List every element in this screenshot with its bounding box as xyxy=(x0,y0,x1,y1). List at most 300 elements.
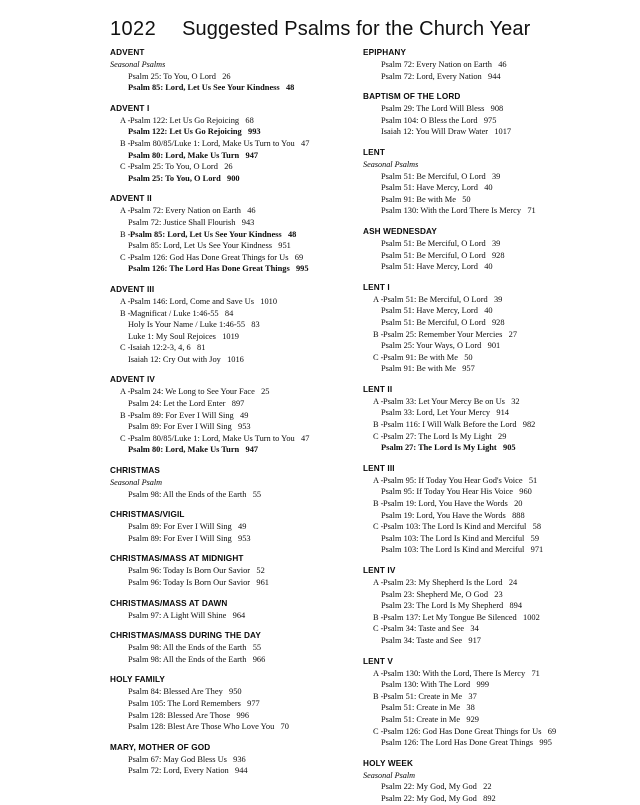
section-title: ADVENT IV xyxy=(110,375,156,385)
entry-title: Psalm 85: Lord, Let Us See Your Kindness xyxy=(128,83,280,93)
psalm-entry xyxy=(363,679,623,691)
psalm-entry xyxy=(363,486,623,498)
entry-page-number: 957 xyxy=(462,364,475,374)
entry-cycle-letter: C - xyxy=(373,431,384,441)
psalm-entry xyxy=(363,261,623,273)
section-title: LENT I xyxy=(363,282,390,292)
psalm-entry xyxy=(110,263,355,275)
psalm-section xyxy=(363,758,623,805)
entry-body xyxy=(381,115,623,127)
entry-title: Psalm 96: Today Is Born Our Savior xyxy=(128,566,251,576)
entry-title: Psalm 89: For Ever I Will Sing xyxy=(128,422,232,432)
entry-page-number: 26 xyxy=(224,162,233,172)
psalm-entry xyxy=(363,396,623,408)
entry-title: Psalm 72: Lord, Every Nation xyxy=(381,71,482,81)
psalm-entry xyxy=(363,533,623,545)
psalm-entry xyxy=(110,296,355,308)
psalm-section xyxy=(110,630,355,665)
psalm-entry xyxy=(363,407,623,419)
entry-title: Psalm 85: Lord, Let Us See Your Kindness xyxy=(130,229,282,239)
entry-title: Psalm 105: The Lord Remembers xyxy=(128,698,241,708)
entry-title: Psalm 97: A Light Will Shine xyxy=(128,610,227,620)
section-title: ADVENT xyxy=(110,48,145,57)
entry-page-number: 84 xyxy=(224,308,234,318)
entry-page-number: 40 xyxy=(484,306,493,316)
entry-page-number: 68 xyxy=(245,115,254,125)
psalm-entry xyxy=(363,305,623,317)
entry-page-number: 27 xyxy=(508,329,517,339)
psalm-entry xyxy=(110,642,355,654)
psalm-entry xyxy=(110,654,355,666)
psalm-entry xyxy=(110,173,355,185)
entry-page-number: 58 xyxy=(532,522,542,532)
entry-page-number: 928 xyxy=(491,317,505,327)
entry-body xyxy=(383,329,623,341)
psalm-entry xyxy=(110,698,355,710)
psalm-section xyxy=(363,91,623,138)
section-title: ADVENT II xyxy=(110,194,152,204)
psalm-entry xyxy=(110,138,355,150)
section-title: LENT V xyxy=(363,656,394,666)
entry-page-number: 975 xyxy=(483,115,497,125)
entry-body xyxy=(130,386,355,398)
entry-page-number: 39 xyxy=(491,171,501,181)
psalm-entry xyxy=(110,421,355,433)
entry-title: Isaiah 12:2-3, 4, 6 xyxy=(130,343,191,353)
entry-body xyxy=(130,433,355,445)
entry-title: Psalm 72: Every Nation on Earth xyxy=(130,206,241,216)
psalm-entry xyxy=(110,444,355,456)
psalm-entry xyxy=(363,781,623,793)
entry-page-number: 49 xyxy=(240,410,249,420)
entry-title: Psalm 72: Every Nation on Earth xyxy=(381,60,492,69)
entry-page-number: 953 xyxy=(238,422,251,432)
psalm-entry xyxy=(110,686,355,698)
entry-title: Psalm 51: Be Merciful, O Lord xyxy=(381,238,486,248)
entry-title: Luke 1: My Soul Rejoices xyxy=(128,331,216,341)
entry-page-number: 48 xyxy=(285,83,295,93)
psalm-entry xyxy=(110,115,355,127)
entry-body xyxy=(130,205,355,217)
entry-page-number: 34 xyxy=(470,624,479,634)
psalm-section xyxy=(363,282,623,375)
entry-page-number: 1016 xyxy=(227,354,244,364)
entry-body xyxy=(381,544,623,556)
section-title: ASH WEDNESDAY xyxy=(363,226,437,236)
psalm-entry xyxy=(363,205,623,217)
entry-page-number: 37 xyxy=(468,691,477,701)
entry-page-number: 71 xyxy=(527,206,536,216)
entry-page-number: 993 xyxy=(248,127,261,137)
entry-body xyxy=(381,737,623,749)
entry-body xyxy=(128,489,355,501)
entry-body xyxy=(381,533,623,545)
entry-title: Psalm 130: With The Lord xyxy=(381,680,471,690)
psalm-entry xyxy=(110,354,355,366)
entry-title: Psalm 89: For Ever I Will Sing xyxy=(128,522,232,532)
section-title: CHRISTMAS/VIGIL xyxy=(110,510,185,520)
entry-page-number: 888 xyxy=(512,510,525,520)
entry-body xyxy=(128,240,355,252)
entry-title: Psalm 80/85/Luke 1: Lord, Make Us Turn to You xyxy=(130,138,295,148)
entry-title: Psalm 103: The Lord Is Kind and Merciful xyxy=(383,522,527,532)
entry-page-number: 982 xyxy=(522,420,536,430)
section-title: LENT IV xyxy=(363,566,396,575)
entry-body xyxy=(130,308,355,320)
entry-page-number: 39 xyxy=(493,294,503,304)
entry-title: Isaiah 12: You Will Draw Water xyxy=(381,127,489,137)
entry-body xyxy=(128,721,355,733)
entry-body xyxy=(381,59,623,71)
entry-body xyxy=(128,421,355,433)
entry-body xyxy=(381,781,623,793)
entry-title: Psalm 98: All the Ends of the Earth xyxy=(128,643,247,653)
entry-title: Psalm 80/85/Luke 1: Lord, Make Us Turn to You xyxy=(130,433,295,443)
section-title: MARY, MOTHER OF GOD xyxy=(110,742,211,752)
entry-page-number: 953 xyxy=(238,533,251,543)
psalm-entry xyxy=(110,252,355,264)
entry-page-number: 59 xyxy=(530,533,540,543)
psalm-entry xyxy=(363,250,623,262)
entry-title: Psalm 51: Be Merciful, O Lord xyxy=(383,294,488,304)
entry-page-number: 936 xyxy=(233,754,246,764)
entry-page-number: 46 xyxy=(247,206,256,216)
entry-cycle-letter: B - xyxy=(373,499,384,509)
entry-body xyxy=(130,115,355,127)
entry-body xyxy=(128,150,355,162)
section-title: CHRISTMAS/MASS AT MIDNIGHT xyxy=(110,554,244,564)
entry-body xyxy=(381,205,623,217)
psalm-entry xyxy=(110,150,355,162)
entry-body xyxy=(381,261,623,273)
section-title: CHRISTMAS xyxy=(110,466,161,476)
right-column xyxy=(363,47,623,805)
section-title: CHRISTMAS/MASS DURING THE DAY xyxy=(110,631,261,641)
psalm-entry xyxy=(363,714,623,726)
psalm-entry xyxy=(363,115,623,127)
entry-page-number: 1019 xyxy=(222,331,239,341)
psalm-entry xyxy=(363,431,623,443)
psalm-entry xyxy=(363,577,623,589)
entry-cycle-letter: C - xyxy=(373,522,384,532)
psalm-entry xyxy=(363,103,623,115)
entry-page-number: 901 xyxy=(487,341,501,351)
entry-page-number: 69 xyxy=(294,252,304,262)
entry-body xyxy=(381,171,623,183)
entry-title: Psalm 51: Create in Me xyxy=(381,703,461,713)
entry-body xyxy=(383,352,623,364)
entry-title: Psalm 27: The Lord Is My Light xyxy=(383,431,492,441)
psalm-section xyxy=(363,463,623,556)
entry-title: Psalm 22: My God, My God xyxy=(381,782,477,792)
entry-page-number: 49 xyxy=(238,522,247,532)
entry-title: Psalm 23: Shepherd Me, O God xyxy=(381,589,489,599)
psalm-entry xyxy=(363,294,623,306)
entry-page-number: 83 xyxy=(251,320,260,330)
entry-body xyxy=(381,679,623,691)
entry-body xyxy=(383,612,623,624)
entry-body xyxy=(128,565,355,577)
entry-body xyxy=(130,138,355,150)
entry-cycle-letter: C - xyxy=(373,726,384,736)
entry-title: Psalm 72: Justice Shall Flourish xyxy=(128,217,236,227)
entry-cycle-letter: C - xyxy=(373,624,384,634)
psalm-entry xyxy=(110,533,355,545)
entry-cycle-letter: B - xyxy=(373,612,384,622)
entry-page-number: 947 xyxy=(245,150,259,160)
entry-body xyxy=(381,340,623,352)
entry-page-number: 40 xyxy=(484,183,493,193)
entry-page-number: 929 xyxy=(466,714,479,724)
entry-cycle-letter: A - xyxy=(120,387,131,397)
entry-page-number: 928 xyxy=(491,250,505,260)
entry-body xyxy=(128,354,355,366)
entry-title: Psalm 51: Create in Me xyxy=(381,714,461,724)
entry-page-number: 40 xyxy=(484,262,493,272)
entry-title: Psalm 25: To You, O Lord xyxy=(128,173,221,183)
entry-title: Psalm 126: God Has Done Great Things for Us xyxy=(383,726,542,736)
entry-page-number: 951 xyxy=(278,241,291,251)
entry-title: Psalm 85: Lord, Let Us See Your Kindness xyxy=(128,241,273,251)
psalm-entry xyxy=(363,363,623,375)
psalm-entry xyxy=(110,710,355,722)
entry-title: Psalm 51: Have Mercy, Lord xyxy=(381,183,478,193)
psalm-section xyxy=(110,374,355,456)
entry-body xyxy=(381,600,623,612)
entry-cycle-letter: B - xyxy=(373,420,384,430)
entry-body xyxy=(128,698,355,710)
psalm-entry xyxy=(110,521,355,533)
entry-page-number: 999 xyxy=(476,680,489,690)
psalm-entry xyxy=(110,433,355,445)
entry-body xyxy=(383,726,623,738)
psalm-entry xyxy=(110,331,355,343)
entry-body xyxy=(130,342,355,354)
entry-title: Psalm 72: Lord, Every Nation xyxy=(128,766,229,776)
section-title: LENT III xyxy=(363,463,395,473)
entry-page-number: 996 xyxy=(236,710,250,720)
entry-page-number: 917 xyxy=(468,635,481,645)
entry-body xyxy=(381,589,623,601)
entry-title: Psalm 130: With the Lord, There Is Mercy xyxy=(383,668,526,678)
entry-title: Psalm 89: For Ever I Will Sing xyxy=(130,410,234,420)
columns-container xyxy=(0,47,640,805)
entry-page-number: 24 xyxy=(508,578,518,587)
entry-page-number: 947 xyxy=(245,445,259,455)
psalm-entry xyxy=(110,82,355,94)
entry-page-number: 950 xyxy=(229,687,242,697)
entry-body xyxy=(128,754,355,766)
page-title: Suggested Psalms for the Church Year xyxy=(182,18,531,40)
entry-title: Psalm 91: Be with Me xyxy=(383,352,458,362)
entry-body xyxy=(130,410,355,422)
entry-body xyxy=(381,442,623,454)
entry-title: Psalm 130: With the Lord There Is Mercy xyxy=(381,206,522,216)
entry-body xyxy=(381,635,623,647)
entry-body xyxy=(130,229,355,241)
entry-title: Psalm 29: The Lord Will Bless xyxy=(381,104,485,114)
psalm-entry xyxy=(110,229,355,241)
entry-body xyxy=(128,263,355,275)
entry-cycle-letter: A - xyxy=(120,296,131,306)
entry-cycle-letter: A - xyxy=(373,396,384,406)
entry-body xyxy=(383,396,623,408)
entry-body xyxy=(381,510,623,522)
entry-title: Magnificat / Luke 1:46-55 xyxy=(130,308,219,318)
psalm-entry xyxy=(363,59,623,71)
psalm-section xyxy=(110,598,355,622)
psalm-entry xyxy=(363,510,623,522)
entry-page-number: 894 xyxy=(509,601,523,611)
entry-cycle-letter: C - xyxy=(120,162,131,172)
psalm-entry xyxy=(110,398,355,410)
entry-cycle-letter: B - xyxy=(120,229,131,239)
entry-body xyxy=(128,319,355,331)
psalm-entry xyxy=(363,623,623,635)
entry-title: Psalm 126: The Lord Has Done Great Things xyxy=(381,738,534,748)
entry-title: Psalm 19: Lord, You Have the Words xyxy=(383,499,508,509)
psalm-section xyxy=(110,674,355,732)
psalm-entry xyxy=(110,205,355,217)
psalm-entry xyxy=(363,419,623,431)
entry-title: Psalm 95: If Today You Hear His Voice xyxy=(381,487,514,497)
psalm-section xyxy=(363,226,623,273)
entry-page-number: 46 xyxy=(498,60,507,69)
entry-title: Psalm 22: My God, My God xyxy=(381,793,477,803)
entry-title: Psalm 25: To You, O Lord xyxy=(128,71,216,81)
psalm-entry xyxy=(363,691,623,703)
entry-body xyxy=(128,521,355,533)
entry-page-number: 960 xyxy=(519,487,532,497)
entry-title: Psalm 67: May God Bless Us xyxy=(128,754,227,764)
entry-page-number: 944 xyxy=(488,71,501,81)
entry-page-number: 26 xyxy=(222,71,231,81)
psalm-entry xyxy=(110,489,355,501)
psalm-entry xyxy=(363,612,623,624)
entry-page-number: 81 xyxy=(197,343,206,353)
psalm-section xyxy=(110,465,355,500)
entry-page-number: 22 xyxy=(483,782,492,792)
entry-page-number: 892 xyxy=(483,793,496,803)
psalm-entry xyxy=(110,765,355,777)
psalm-entry xyxy=(363,329,623,341)
section-title: LENT xyxy=(363,147,385,157)
entry-body xyxy=(381,702,623,714)
entry-page-number: 897 xyxy=(231,399,245,409)
entry-body xyxy=(128,126,355,138)
entry-body xyxy=(381,71,623,83)
psalm-entry xyxy=(363,544,623,556)
psalm-entry xyxy=(363,238,623,250)
entry-cycle-letter: C - xyxy=(373,352,384,362)
entry-body xyxy=(381,317,623,329)
entry-body xyxy=(128,444,355,456)
entry-cycle-letter: A - xyxy=(373,294,384,304)
entry-body xyxy=(128,82,355,94)
entry-title: Psalm 128: Blessed Are Those xyxy=(128,710,231,720)
entry-body xyxy=(381,363,623,375)
entry-cycle-letter: A - xyxy=(373,578,384,587)
entry-body xyxy=(383,498,623,510)
section-title: ADVENT I xyxy=(110,103,150,113)
entry-body xyxy=(381,238,623,250)
entry-body xyxy=(383,668,623,680)
psalm-section xyxy=(363,656,623,749)
psalm-entry xyxy=(363,793,623,805)
entry-cycle-letter: C - xyxy=(120,433,131,443)
entry-title: Psalm 96: Today Is Born Our Savior xyxy=(128,578,251,587)
entry-page-number: 966 xyxy=(252,654,266,664)
section-subtitle: Seasonal Psalm xyxy=(110,478,163,488)
psalm-entry xyxy=(363,352,623,364)
psalm-section xyxy=(110,103,355,185)
entry-page-number: 29 xyxy=(498,431,507,441)
psalm-entry xyxy=(110,319,355,331)
entry-body xyxy=(128,217,355,229)
entry-body xyxy=(383,521,623,533)
entry-body xyxy=(128,710,355,722)
entry-title: Psalm 103: The Lord Is Kind and Merciful xyxy=(381,533,525,543)
entry-page-number: 38 xyxy=(466,703,475,713)
section-title: EPIPHANY xyxy=(363,48,407,57)
entry-page-number: 47 xyxy=(301,138,310,148)
psalm-entry xyxy=(363,442,623,454)
entry-title: Psalm 89: For Ever I Will Sing xyxy=(128,533,232,543)
entry-page-number: 995 xyxy=(295,264,309,274)
entry-page-number: 905 xyxy=(503,443,516,453)
entry-body xyxy=(128,71,355,83)
psalm-entry xyxy=(110,161,355,173)
entry-body xyxy=(381,714,623,726)
section-subtitle: Seasonal Psalms xyxy=(363,159,419,169)
entry-page-number: 1002 xyxy=(523,612,540,622)
entry-body xyxy=(381,305,623,317)
entry-title: Psalm 122: Let Us Go Rejoicing xyxy=(130,115,240,125)
psalm-entry xyxy=(363,71,623,83)
entry-page-number: 914 xyxy=(496,408,509,418)
entry-body xyxy=(381,126,623,138)
entry-title: Psalm 146: Lord, Come and Save Us xyxy=(130,296,254,306)
psalm-entry xyxy=(110,577,355,589)
entry-page-number: 55 xyxy=(252,643,262,653)
psalm-entry xyxy=(110,386,355,398)
entry-title: Psalm 95: If Today You Hear God's Voice xyxy=(383,475,523,485)
psalm-entry xyxy=(363,317,623,329)
entry-page-number: 48 xyxy=(287,229,297,239)
psalm-entry xyxy=(110,71,355,83)
entry-page-number: 23 xyxy=(494,589,503,599)
entry-page-number: 25 xyxy=(261,387,270,397)
entry-title: Psalm 25: Your Ways, O Lord xyxy=(381,341,482,351)
entry-title: Psalm 25: To You, O Lord xyxy=(130,162,218,172)
entry-title: Psalm 137: Let My Tongue Be Silenced xyxy=(383,612,517,622)
entry-body xyxy=(128,765,355,777)
entry-title: Psalm 126: God Has Done Great Things for Us xyxy=(130,252,289,262)
entry-title: Psalm 51: Have Mercy, Lord xyxy=(381,306,478,316)
entry-body xyxy=(128,642,355,654)
page-header xyxy=(0,0,640,52)
entry-title: Psalm 128: Blest Are Those Who Love You xyxy=(128,722,275,732)
entry-title: Psalm 33: Let Your Mercy Be on Us xyxy=(383,396,505,406)
psalm-entry xyxy=(110,610,355,622)
entry-body xyxy=(128,654,355,666)
entry-body xyxy=(128,398,355,410)
psalm-entry xyxy=(363,635,623,647)
entry-title: Psalm 25: Remember Your Mercies xyxy=(383,329,503,339)
psalm-entry xyxy=(110,240,355,252)
psalm-entry xyxy=(110,342,355,354)
psalm-entry xyxy=(110,754,355,766)
